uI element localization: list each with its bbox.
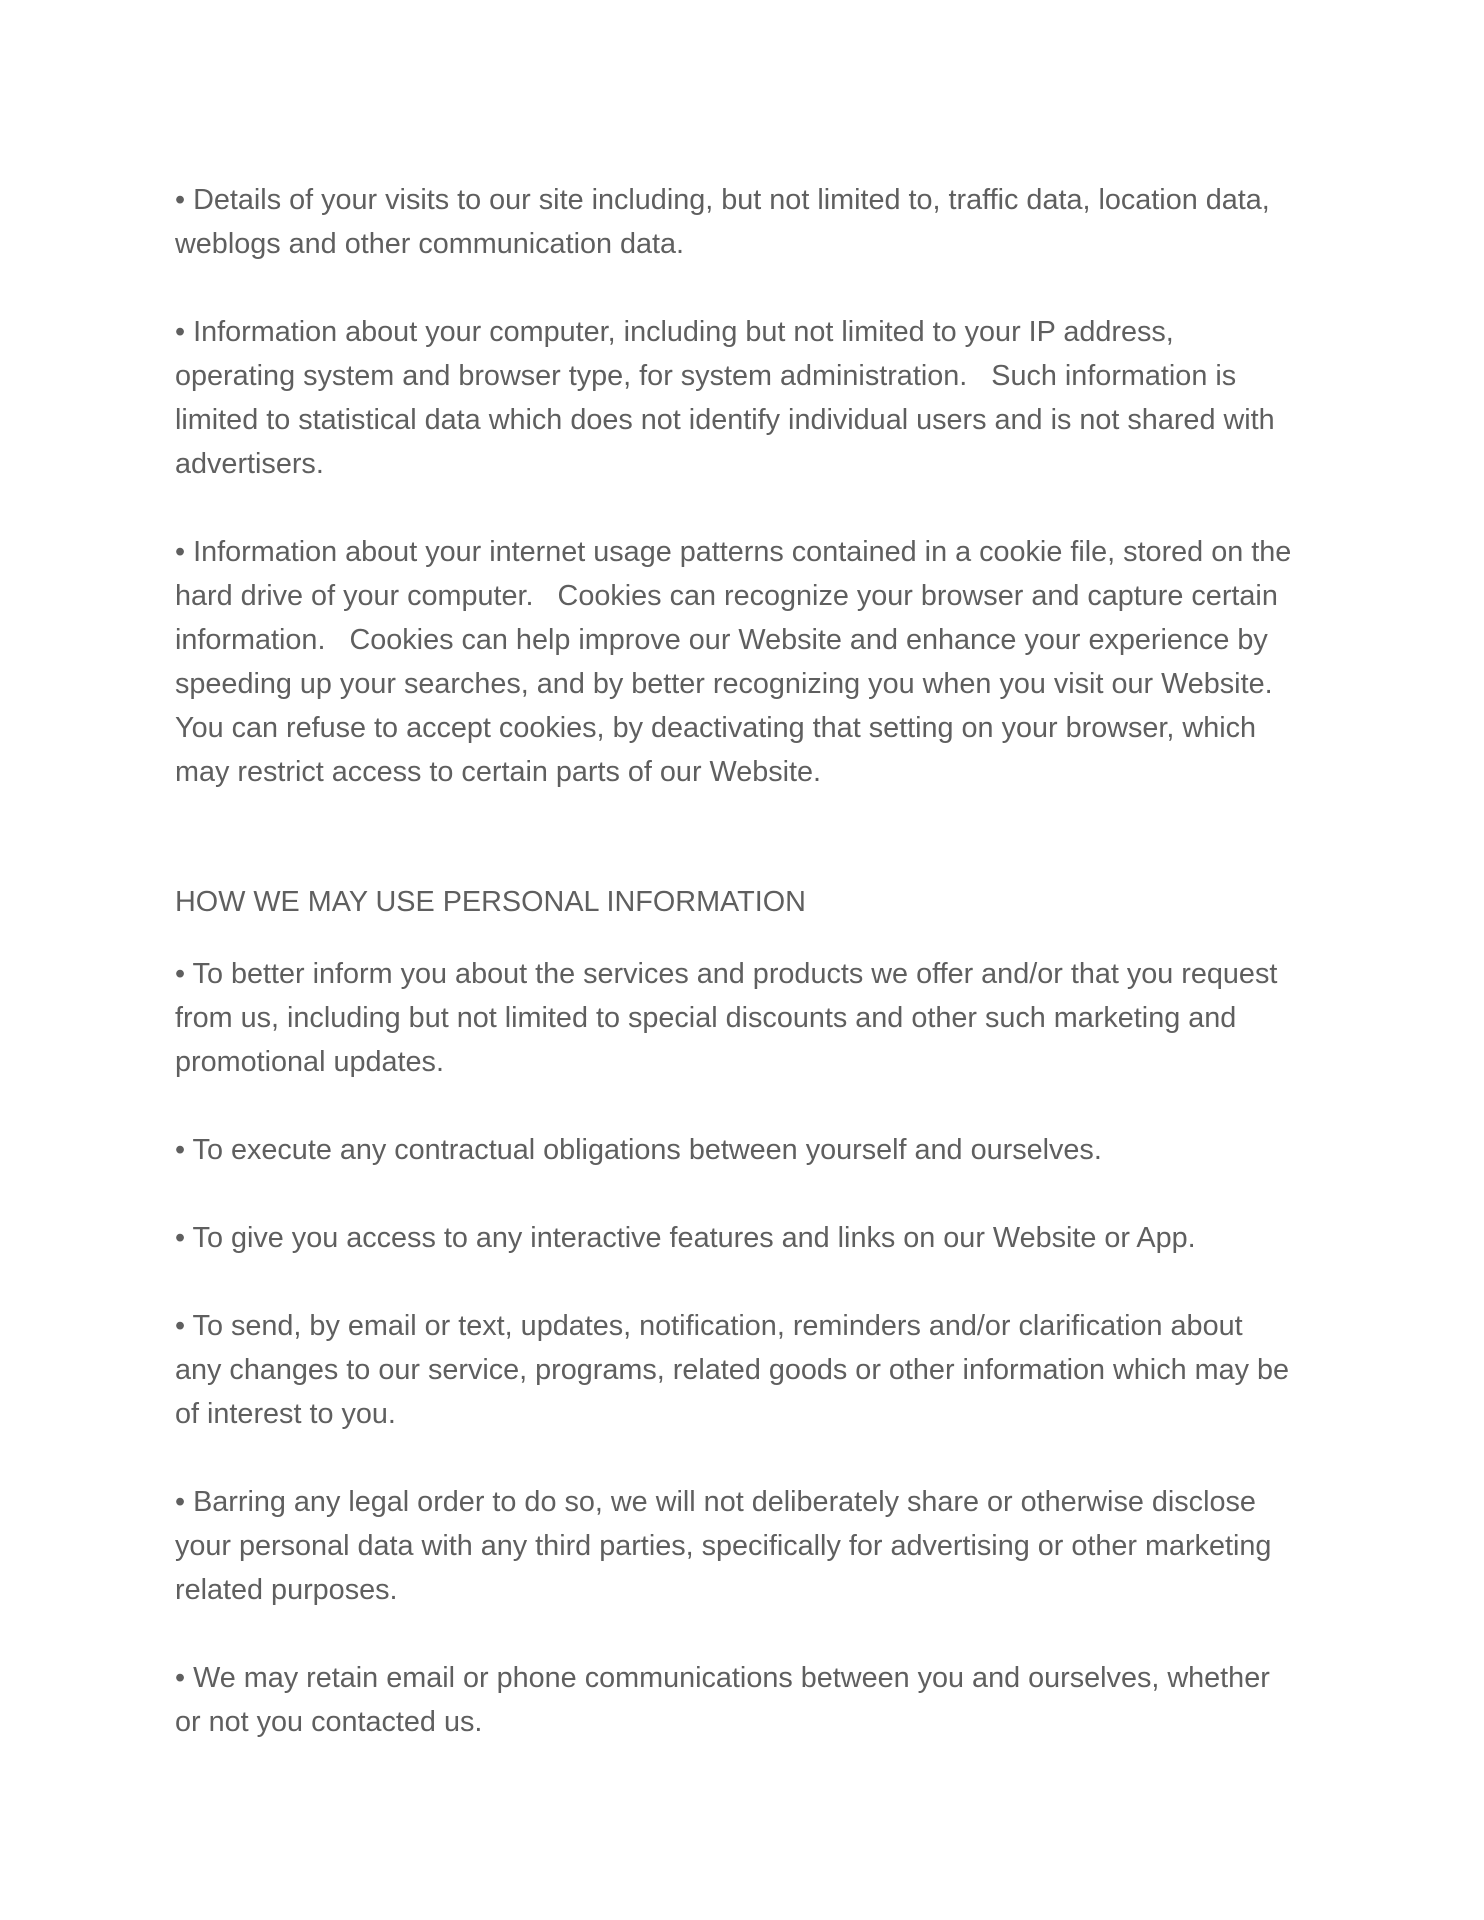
heading-spacer — [175, 924, 1320, 952]
section-heading: HOW WE MAY USE PERSONAL INFORMATION — [175, 886, 806, 918]
bullet-paragraph-no-sharing: • Barring any legal order to do so, we will not deliberately share or otherwise disclose your personal data with any third parties, specifically for advertising or other marketing related purposes. — [175, 1486, 1272, 1606]
bullet-paragraph-cookies: • Information about your internet usage patterns contained in a cookie file, stored on the hard drive of your computer. Cookies can recognize your browser and capture certain information. Cookies can help improve our Website and enhance your experience by speeding up your searches, and by better recognizing you when you visit our Website. You can refuse to accept cookies, by deactivating that setting on your browser, which may restrict access to certain parts of our Website. — [175, 536, 1292, 788]
paragraph-spacer — [175, 1612, 1320, 1656]
paragraph-spacer — [175, 266, 1320, 310]
bullet-paragraph-visit-details: • Details of your visits to our site including, but not limited to, traffic data, location data, weblogs and other communication data. — [175, 184, 1270, 260]
bullet-paragraph-access: • To give you access to any interactive features and links on our Website or App. — [175, 1222, 1196, 1254]
bullet-paragraph-contractual: • To execute any contractual obligations between yourself and ourselves. — [175, 1134, 1102, 1166]
section-spacer — [175, 794, 1320, 880]
document-body — [175, 178, 1320, 1744]
paragraph-spacer — [175, 1260, 1320, 1304]
paragraph-spacer — [175, 1172, 1320, 1216]
bullet-paragraph-send-updates: • To send, by email or text, updates, notification, reminders and/or clarification about any changes to our service, programs, related goods or other information which may be of interest to you. — [175, 1310, 1290, 1430]
paragraph-spacer — [175, 1436, 1320, 1480]
bullet-paragraph-inform: • To better inform you about the services and products we offer and/or that you request from us, including but not limited to special discounts and other such marketing and promotional updates. — [175, 958, 1278, 1078]
bullet-paragraph-computer-info: • Information about your computer, including but not limited to your IP address, operating system and browser type, for system administration. Such information is limited to statistical data which does not identify individual users and is not shared with advertisers. — [175, 316, 1275, 480]
paragraph-spacer — [175, 486, 1320, 530]
paragraph-spacer — [175, 1084, 1320, 1128]
bullet-paragraph-retain-communications: • We may retain email or phone communications between you and ourselves, whether or not you contacted us. — [175, 1662, 1270, 1738]
